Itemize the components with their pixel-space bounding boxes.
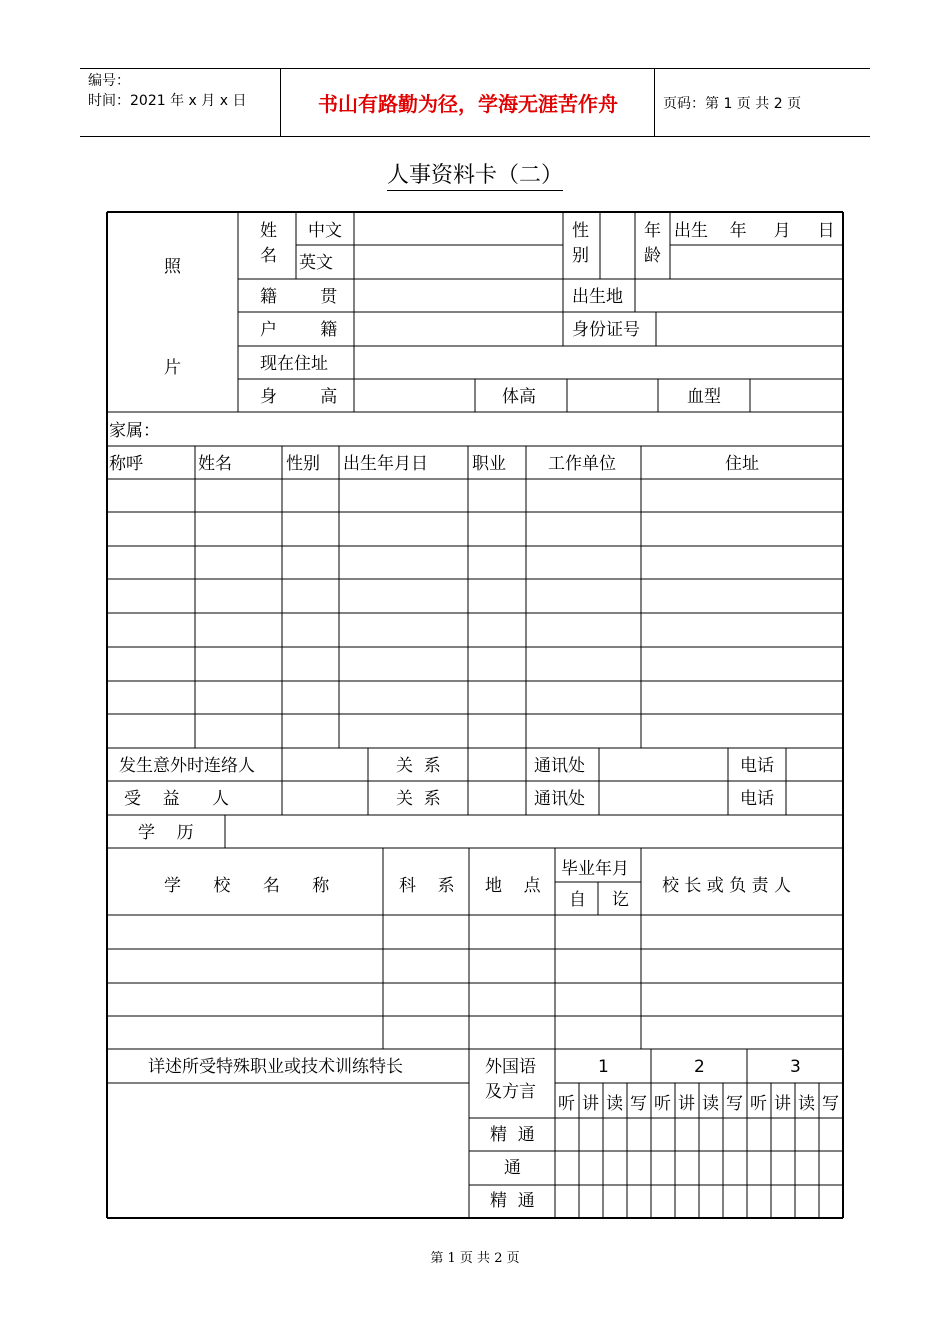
age-label: 年 <box>644 221 661 241</box>
speak-label: 讲 <box>678 1094 695 1114</box>
photo-label: 片 <box>164 358 181 378</box>
fluent-label: 精 通 <box>490 1191 535 1211</box>
department-label: 科 系 <box>399 876 455 896</box>
read-label: 读 <box>702 1094 719 1114</box>
emergency-contact-label: 发生意外时连络人 <box>119 756 255 776</box>
name-label: 姓 <box>260 221 277 241</box>
birth-date-label: 出生 年 月 日 <box>674 221 835 241</box>
relation-label: 关 系 <box>396 789 441 809</box>
education-label: 学 历 <box>138 823 194 843</box>
language-label: 外国语 <box>485 1057 536 1077</box>
col-address: 住址 <box>725 454 759 474</box>
relation-label: 关 系 <box>396 756 441 776</box>
english-label: 英文 <box>299 253 333 273</box>
col-gender: 性别 <box>286 454 320 474</box>
write-label: 写 <box>822 1094 839 1114</box>
language-2-header: 2 <box>694 1057 705 1077</box>
age-label: 龄 <box>644 246 661 266</box>
header-page-info: 页码：第 1 页 共 2 页 <box>663 95 802 112</box>
good-label: 通 <box>504 1158 521 1178</box>
location-label: 地 点 <box>485 876 541 896</box>
id-number-label: 身份证号 <box>572 320 640 340</box>
height-label: 身 高 <box>260 387 338 407</box>
to-label: 讫 <box>612 890 629 910</box>
graduation-date-label: 毕业年月 <box>561 859 629 879</box>
language-3-header: 3 <box>790 1057 801 1077</box>
read-label: 读 <box>798 1094 815 1114</box>
page-footer: 第 1 页 共 2 页 <box>430 1251 520 1266</box>
principal-label: 校 长 或 负 责 人 <box>662 876 792 896</box>
speak-label: 讲 <box>774 1094 791 1114</box>
write-label: 写 <box>630 1094 647 1114</box>
speak-label: 讲 <box>582 1094 599 1114</box>
time-label: 时间：2021 年 x 月 x 日 <box>88 93 247 109</box>
language-1-header: 1 <box>598 1057 609 1077</box>
col-name: 姓名 <box>198 454 232 474</box>
contact-address-label: 通讯处 <box>534 756 585 776</box>
chinese-label: 中文 <box>308 221 342 241</box>
blood-type-label: 血型 <box>687 387 721 407</box>
weight-label: 体高 <box>502 387 536 407</box>
page-title: 人事资料卡（二） <box>0 158 950 189</box>
listen-label: 听 <box>654 1094 671 1114</box>
header-motto: 书山有路勤为径，学海无涯苦作舟 <box>282 69 655 136</box>
family-section-label: 家属： <box>109 421 160 441</box>
contact-address-label: 通讯处 <box>534 789 585 809</box>
phone-label: 电话 <box>740 789 774 809</box>
address-label: 现在住址 <box>260 354 328 374</box>
gender-label: 性 <box>572 221 589 241</box>
birthplace-label: 出生地 <box>572 287 623 307</box>
col-birth: 出生年月日 <box>343 454 428 474</box>
name-label: 名 <box>260 246 277 266</box>
gender-label: 别 <box>572 246 589 266</box>
listen-label: 听 <box>750 1094 767 1114</box>
beneficiary-label: 受 益 人 <box>124 789 230 809</box>
household-label: 户 籍 <box>260 320 338 340</box>
language-label: 及方言 <box>485 1082 536 1102</box>
school-name-label: 学 校 名 称 <box>164 876 330 896</box>
from-label: 自 <box>569 890 586 910</box>
col-title: 称呼 <box>109 454 143 474</box>
skills-label: 详述所受特殊职业或技术训练特长 <box>148 1057 403 1077</box>
phone-label: 电话 <box>740 756 774 776</box>
write-label: 写 <box>726 1094 743 1114</box>
read-label: 读 <box>606 1094 623 1114</box>
native-place-label: 籍 贯 <box>260 287 338 307</box>
listen-label: 听 <box>558 1094 575 1114</box>
photo-label: 照 <box>164 257 181 277</box>
col-workplace: 工作单位 <box>548 454 616 474</box>
fluent-label: 精 通 <box>490 1125 535 1145</box>
col-job: 职业 <box>472 454 506 474</box>
number-label: 编号： <box>88 73 130 89</box>
